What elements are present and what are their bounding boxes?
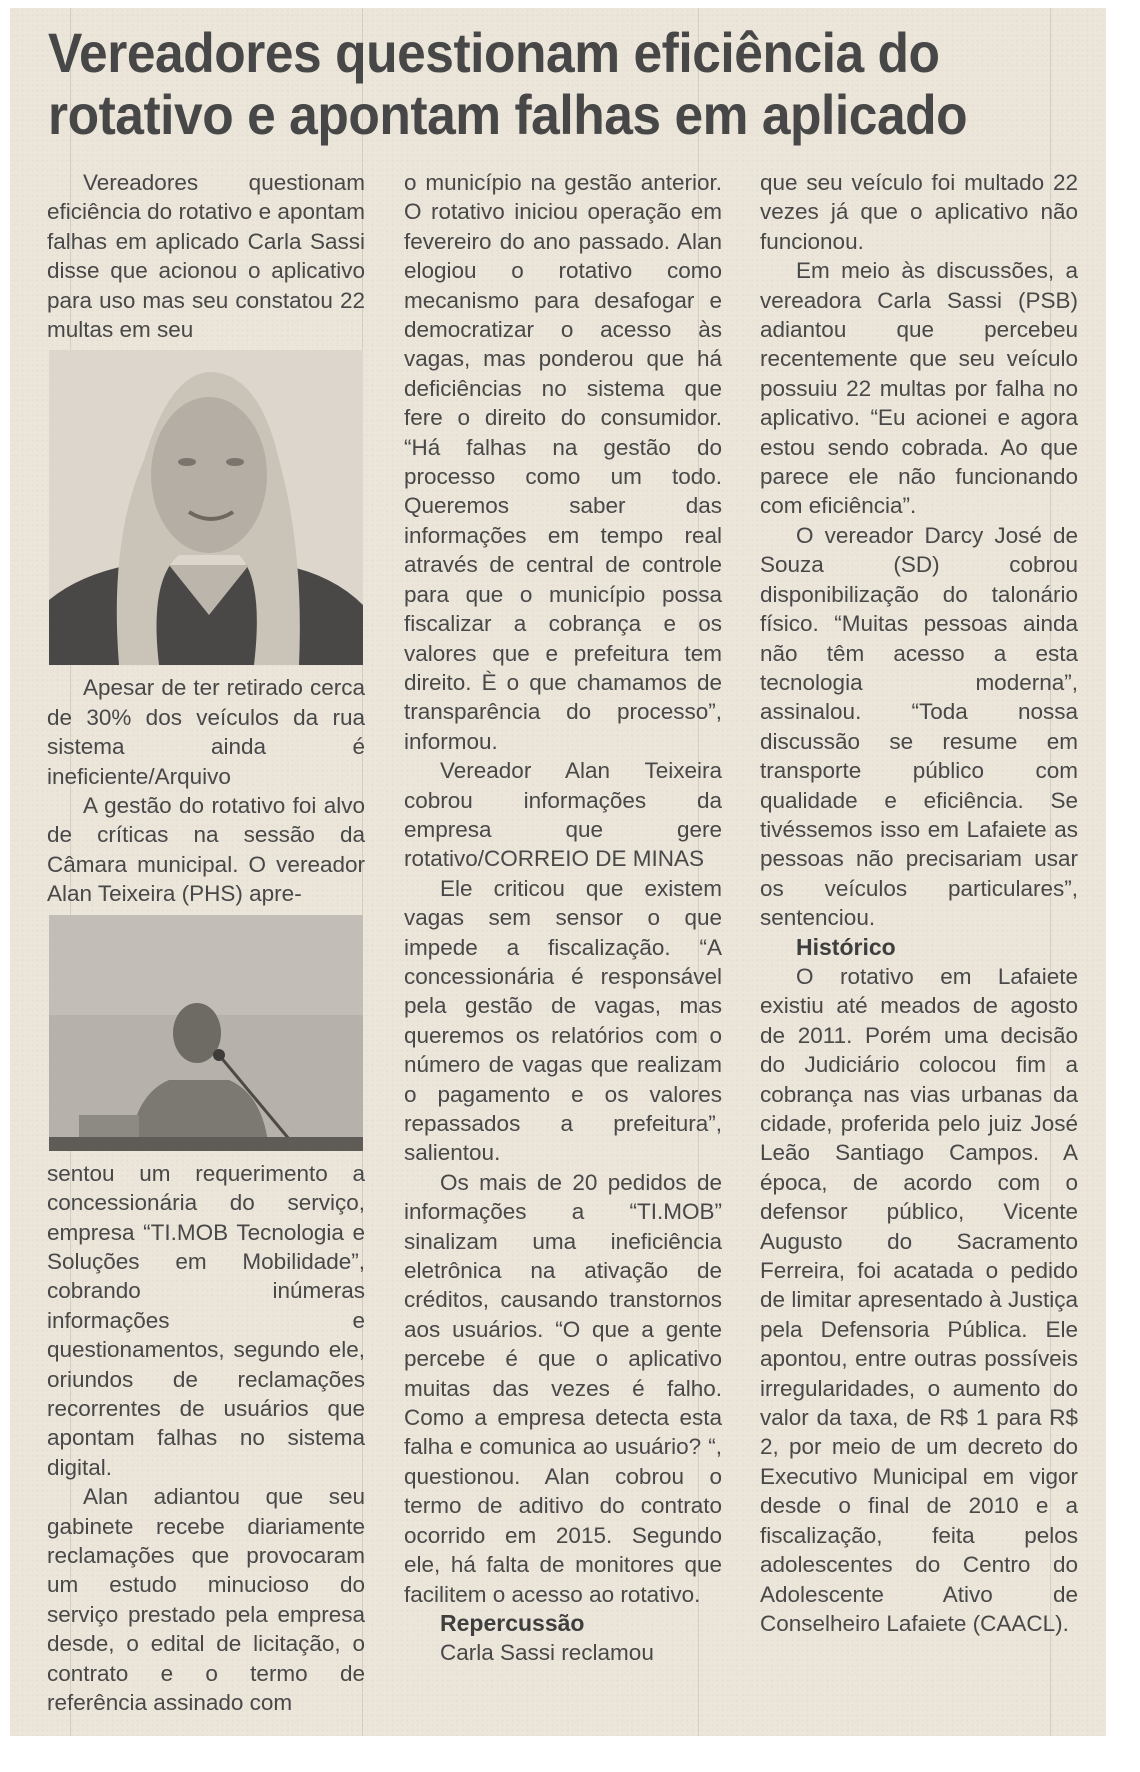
paragraph: O rotativo em Lafaiete existiu até meados de agosto de 2011. Porém uma decisão do Judiciário colocou fim a cobrança nas vias urbanas da cidade, proferida pelo juiz José Leão Santiago Campos. A época, de acordo com o defensor público, Vicente Augusto do Sacramento Ferreira, foi acatada o pedido de limitar apresentado à Justiça pela Defensoria Pública. Ele apontou, entre outras possíveis irregularidades, o aumento do valor da taxa, de R$ 1 para R$ 2, por meio de um decreto do Executivo Municipal em vigor desde o final de 2010 e a fiscalização, feita pelos adolescentes do Centro do Adolescente Ativo de Conselheiro Lafaiete (CAACL). [760, 963, 1078, 1636]
photo1-caption: Apesar de ter retirado cerca de 30% dos veículos da rua sistema ainda é ineficiente/Arquivo [47, 675, 365, 789]
photo-carla-sassi [49, 350, 363, 665]
paragraph: Os mais de 20 pedidos de informações a “TI.MOB” sinalizam uma ineficiência eletrônica na ativação de créditos, causando transtornos aos usuários. “O que a gente percebe é que o aplicativo muitas das vezes é falho. Como a empresa detecta esta falha e comunica ao usuário? “, questionou. Alan cobrou o termo de aditivo do contrato ocorrido em 2015. Segundo ele, há falta de monitores que facilitem o acesso ao rotativo. [404, 1169, 722, 1607]
photo-alan-teixeira [49, 915, 363, 1151]
paragraph: O vereador Darcy José de Souza (SD) cobrou disponibilização do talonário físico. “Muitas pessoas ainda não têm acesso a esta tecnologia moderna”, assinalou. “Toda nossa discussão se resume em transporte público com qualidade e eficiência. Se tivéssemos isso em Lafaiete as pessoas não precisariam usar os veículos particulares”, sentenciou. [760, 522, 1078, 931]
article-headline: Vereadores questionam eficiência do rotativo e apontam falhas em aplicado [48, 21, 968, 146]
portrait-image [49, 350, 363, 665]
subhead-repercussao: Repercussão [440, 1609, 585, 1636]
paragraph: Em meio às discussões, a vereadora Carla Sassi (PSB) adiantou que percebeu recentemente que seu veículo possuiu 22 multas por falha no aplicativo. “Eu acionei e agora estou sendo cobrada. Ao que parece ele não funcionando com eficiência”. [760, 258, 1078, 519]
paragraph: A gestão do rotativo foi alvo de críticas na sessão da Câmara municipal. O vereador Alan Teixeira (PHS) apre- [47, 793, 365, 907]
paragraph: Carla Sassi reclamou [440, 1640, 654, 1666]
paragraph: Ele criticou que existem vagas sem sensor o que impede a fiscalização. “A concessionária é responsável pela gestão de vagas, mas queremos os relatórios com o número de vagas que realizam o pagamento e os valores repassados a prefeitura”, salientou. [404, 875, 722, 1166]
paragraph: Alan adiantou que seu gabinete recebe diariamente reclamações que provocaram um estudo minucioso do serviço prestado pela empresa desde, o edital de licitação, o contrato e o termo de referência assinado com [47, 1484, 365, 1715]
paragraph-continued: o município na gestão anterior. O rotativo iniciou operação em fevereiro do ano passado. Alan elogiou o rotativo como mecanismo para desafogar e democratizar o acesso às vagas, mas ponderou que há deficiências no sistema que fere o direito do consumidor. “Há falhas na gestão do processo como um todo. Queremos saber das informações em tempo real através de central de controle para que o município possa fiscalizar a cobrança e os valores que e prefeitura tem direito. È o que chamamos de transparência do processo”, informou. [404, 170, 722, 754]
subhead-historico: Histórico [796, 933, 896, 960]
article-column-1 [47, 168, 365, 1717]
photo2-caption: Vereador Alan Teixeira cobrou informações da empresa que gere rotativo/CORREIO DE MINAS [404, 758, 722, 872]
article-column-3 [760, 168, 1078, 1638]
lead-paragraph: Vereadores questionam eficiência do rotativo e apontam falhas em aplicado Carla Sassi disse que acionou o aplicativo para uso mas seu constatou 22 multas em seu [47, 170, 365, 343]
speaker-image [49, 915, 363, 1151]
article-column-2 [404, 168, 722, 1668]
paragraph-continued: que seu veículo foi multado 22 vezes já que o aplicativo não funcionou. [760, 170, 1078, 254]
paragraph-continued: sentou um requerimento a concessionária do serviço, empresa “TI.MOB Tecnologia e Soluções em Mobilidade”, cobrando inúmeras informações e questionamentos, segundo ele, oriundos de reclamações recorrentes de usuários que apontam falhas no sistema digital. [47, 1160, 365, 1480]
